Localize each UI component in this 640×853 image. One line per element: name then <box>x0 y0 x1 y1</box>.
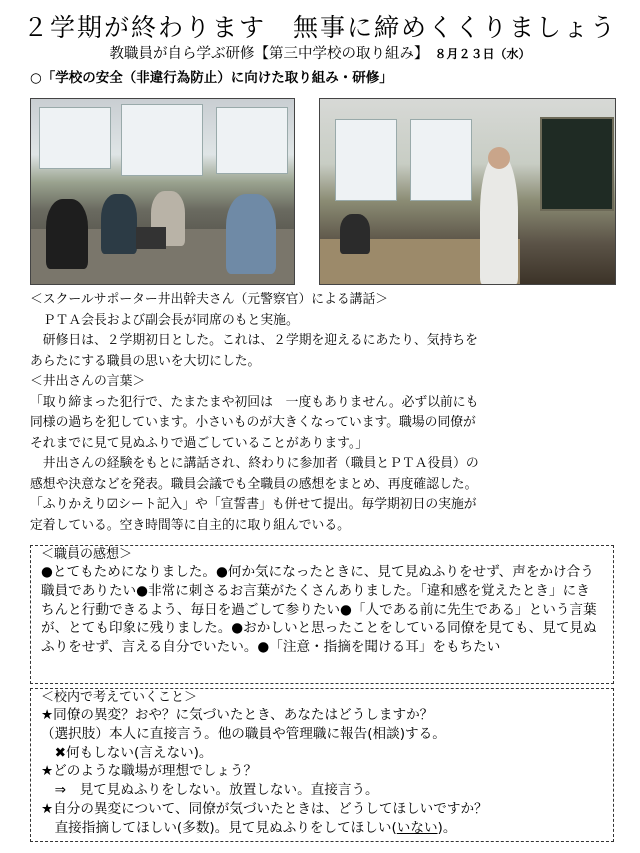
body-line: 定着している。空き時間等に自主的に取り組んでいる。 <box>30 517 350 533</box>
answer-3-main: 直接指摘してほしい(多数)。見て見ぬふりをしてほしい( <box>41 819 397 836</box>
question-1: ★同僚の異変？おや？に気づいたとき、あなたはどうしますか？ <box>41 707 434 723</box>
person <box>46 199 88 269</box>
impressions-text: ●とてもためになりました。●何か気になったときに、見て見ぬふりをせず、声をかけ合う職員でありたい●非常に刺さるお言葉がたくさんありました。「違和感を覚えたとき」にきちんと行動できるよう、毎日を過ごして参りたい●「人である前に先生である」という言葉が、とても印象に残りました。●おかしいと思ったことをしている同僚を見ても、見て見ぬふりをせず、言える自分でいたい。●「注意・指摘を聞ける耳」をもちたい <box>41 564 597 656</box>
subtitle-text: 教職員が自ら学ぶ研修【第三中学校の取り組み】 <box>109 46 429 62</box>
body-line: ＜井出さんの言葉＞ <box>30 374 146 389</box>
question-3: ★自分の異変について、同僚が気づいたときは、どうしてほしいですか？ <box>41 800 488 817</box>
window <box>410 119 472 201</box>
body-line: 「取り締まった犯行で、たまたまや初回は 一度もありません。必ず以前にも <box>30 394 479 410</box>
body-line: 研修日は、２学期初日とした。これは、２学期を迎えるにあたり、気持ちを <box>30 333 478 348</box>
page-subtitle <box>0 42 640 63</box>
date-label: ８月２３日（水） <box>434 47 531 61</box>
lecturer-speaking-photo <box>319 98 616 285</box>
classroom-training-photo <box>30 98 295 285</box>
page-title: ２学期が終わります 無事に締めくくりましょう <box>22 13 617 42</box>
person <box>226 194 276 274</box>
section-heading: ○「学校の安全（非違行為防止）に向けた取り組み・研修」 <box>30 70 393 86</box>
answer-3-end: )。 <box>437 819 457 836</box>
person <box>340 214 370 254</box>
window <box>216 107 288 174</box>
blackboard <box>540 117 614 211</box>
body-line: あらたにする職員の思いを大切にした。 <box>30 353 261 369</box>
impressions-heading: ＜職員の感想＞ <box>41 547 133 562</box>
answer-3 <box>31 819 613 838</box>
laptop <box>136 227 166 249</box>
lecturer <box>480 154 518 284</box>
body-line: 同様の過ちを犯しています。小さいものが大きくなっています。職場の同僚が <box>30 415 476 430</box>
body-line: 感想や決意などを発表。職員会議でも全職員の感想をまとめ、再度確認した。 <box>30 476 478 492</box>
body-line: ＰＴＡ会長および副会長が同席のもと実施。 <box>30 312 299 328</box>
body-line: それまでに見て見ぬふりで過ごしていることがあります。」 <box>30 435 369 451</box>
body-line: 「ふりかえり☑シート記入」や「宣誓書」も併せて提出。毎学期初日の実施が <box>30 497 477 512</box>
considerations-heading: ＜校内で考えていくこと＞ <box>41 690 198 705</box>
report-body <box>30 290 620 536</box>
person <box>101 194 137 254</box>
window <box>121 104 203 176</box>
school-considerations-box <box>30 688 614 842</box>
body-line: 井出さんの経験をもとに講話され、終わりに参加者（職員とＰＴＡ役員）の <box>30 456 479 471</box>
answer-2: ⇒ 見て見ぬふりをしない。放置しない。直接言う。 <box>41 782 379 799</box>
answer-1a: （選択肢）本人に直接言う。他の職員や管理職に報告(相談)する。 <box>41 725 446 742</box>
staff-impressions-box <box>30 545 614 684</box>
answer-1b: ✖何もしない(言えない)。 <box>41 744 213 761</box>
lecturer-head <box>488 147 510 169</box>
window <box>335 119 397 201</box>
answer-3-underlined: いない <box>396 819 438 836</box>
body-line: ＜スクールサポーター井出幹夫さん（元警察官）による講話＞ <box>30 292 389 307</box>
window <box>39 107 111 169</box>
question-2: ★どのような職場が理想でしょう？ <box>41 763 258 780</box>
